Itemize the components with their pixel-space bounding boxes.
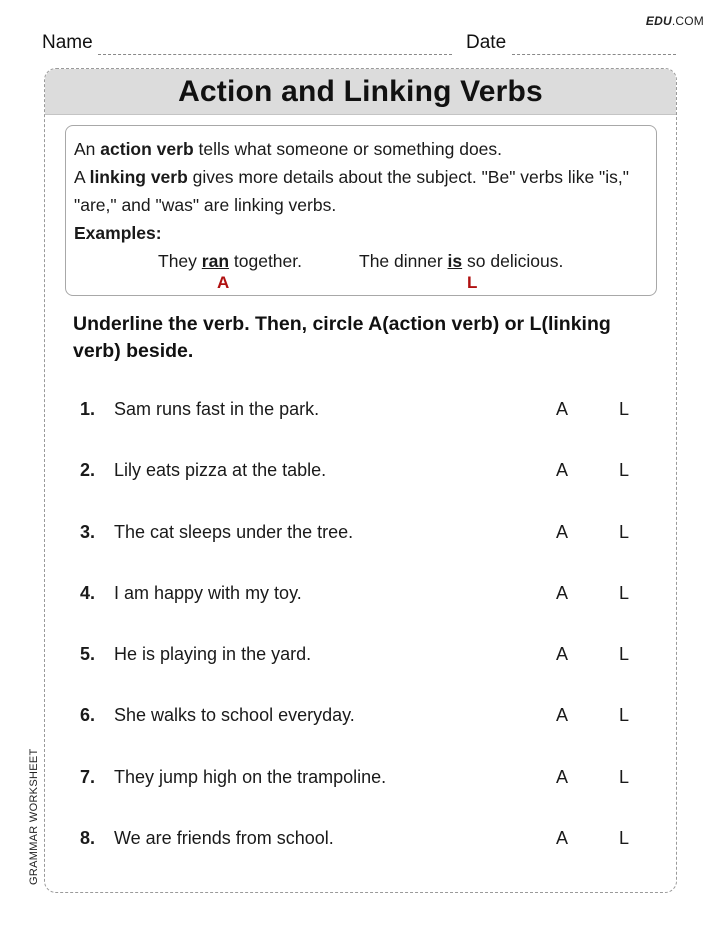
question-sentence[interactable]: I am happy with my toy. xyxy=(114,582,302,603)
choice-action[interactable]: A xyxy=(556,460,569,481)
choice-action[interactable]: A xyxy=(556,399,569,419)
name-label: Name xyxy=(42,32,93,53)
question-sentence[interactable]: Lily eats pizza at the table. xyxy=(114,460,327,481)
question-sentence[interactable]: Sam runs fast in the park. xyxy=(114,399,320,419)
worksheet-card xyxy=(44,68,677,893)
choice-linking[interactable]: L xyxy=(619,644,630,665)
example-action: They ran together. xyxy=(158,251,302,271)
page-title: Action and Linking Verbs xyxy=(178,74,543,108)
question-number: 8. xyxy=(80,828,96,849)
example-linking-tag: L xyxy=(467,273,478,292)
question-item xyxy=(45,504,677,565)
date-label: Date xyxy=(466,32,507,53)
name-line xyxy=(98,54,452,55)
choice-linking[interactable]: L xyxy=(619,399,630,419)
worksheet-type-label: GRAMMAR WORKSHEET xyxy=(28,748,40,885)
date-line xyxy=(512,54,676,55)
question-number: 4. xyxy=(80,582,96,603)
question-list xyxy=(45,381,677,871)
question-sentence[interactable]: He is playing in the yard. xyxy=(114,644,312,665)
date-field[interactable] xyxy=(466,32,676,54)
name-field[interactable] xyxy=(42,32,452,54)
choice-linking[interactable]: L xyxy=(619,766,630,787)
choice-linking[interactable]: L xyxy=(619,582,630,603)
question-item xyxy=(45,810,677,871)
brand-logo: EDU.COM xyxy=(645,14,704,28)
choice-linking[interactable]: L xyxy=(619,460,630,481)
question-number: 6. xyxy=(80,705,96,726)
question-item xyxy=(45,749,677,810)
question-item xyxy=(45,442,677,503)
choice-linking[interactable]: L xyxy=(619,828,630,849)
question-number: 7. xyxy=(80,766,96,787)
question-item xyxy=(45,381,677,442)
choice-action[interactable]: A xyxy=(556,828,569,849)
choice-action[interactable]: A xyxy=(556,644,569,665)
question-sentence[interactable]: We are friends from school. xyxy=(114,828,334,849)
linking-verb-definition: A linking verb gives more details about the subject. "Be" verbs like "is," "are," and "was" are linking verbs. xyxy=(74,167,629,215)
question-sentence[interactable]: The cat sleeps under the tree. xyxy=(114,521,354,542)
choice-linking[interactable]: L xyxy=(619,705,630,726)
question-item xyxy=(45,565,677,626)
choice-linking[interactable]: L xyxy=(619,521,630,542)
example-action-tag: A xyxy=(217,273,230,292)
question-number: 1. xyxy=(80,399,96,419)
question-item xyxy=(45,626,677,687)
action-verb-definition: An action verb tells what someone or something does. xyxy=(74,139,503,159)
examples-label: Examples: xyxy=(74,223,162,243)
examples-row xyxy=(74,247,648,301)
question-number: 5. xyxy=(80,644,96,665)
choice-action[interactable]: A xyxy=(556,705,569,726)
definition-box xyxy=(65,125,657,296)
question-number: 2. xyxy=(80,460,96,481)
instructions: Underline the verb. Then, circle A(action verb) or L(linking verb) beside. xyxy=(73,313,611,362)
choice-action[interactable]: A xyxy=(556,766,569,787)
example-linking: The dinner is so delicious. xyxy=(359,251,564,271)
choice-action[interactable]: A xyxy=(556,521,569,542)
question-sentence[interactable]: She walks to school everyday. xyxy=(114,705,355,726)
question-sentence[interactable]: They jump high on the trampoline. xyxy=(114,766,387,787)
question-number: 3. xyxy=(80,521,96,542)
title-bar xyxy=(45,69,676,115)
choice-action[interactable]: A xyxy=(556,582,569,603)
question-item xyxy=(45,687,677,748)
